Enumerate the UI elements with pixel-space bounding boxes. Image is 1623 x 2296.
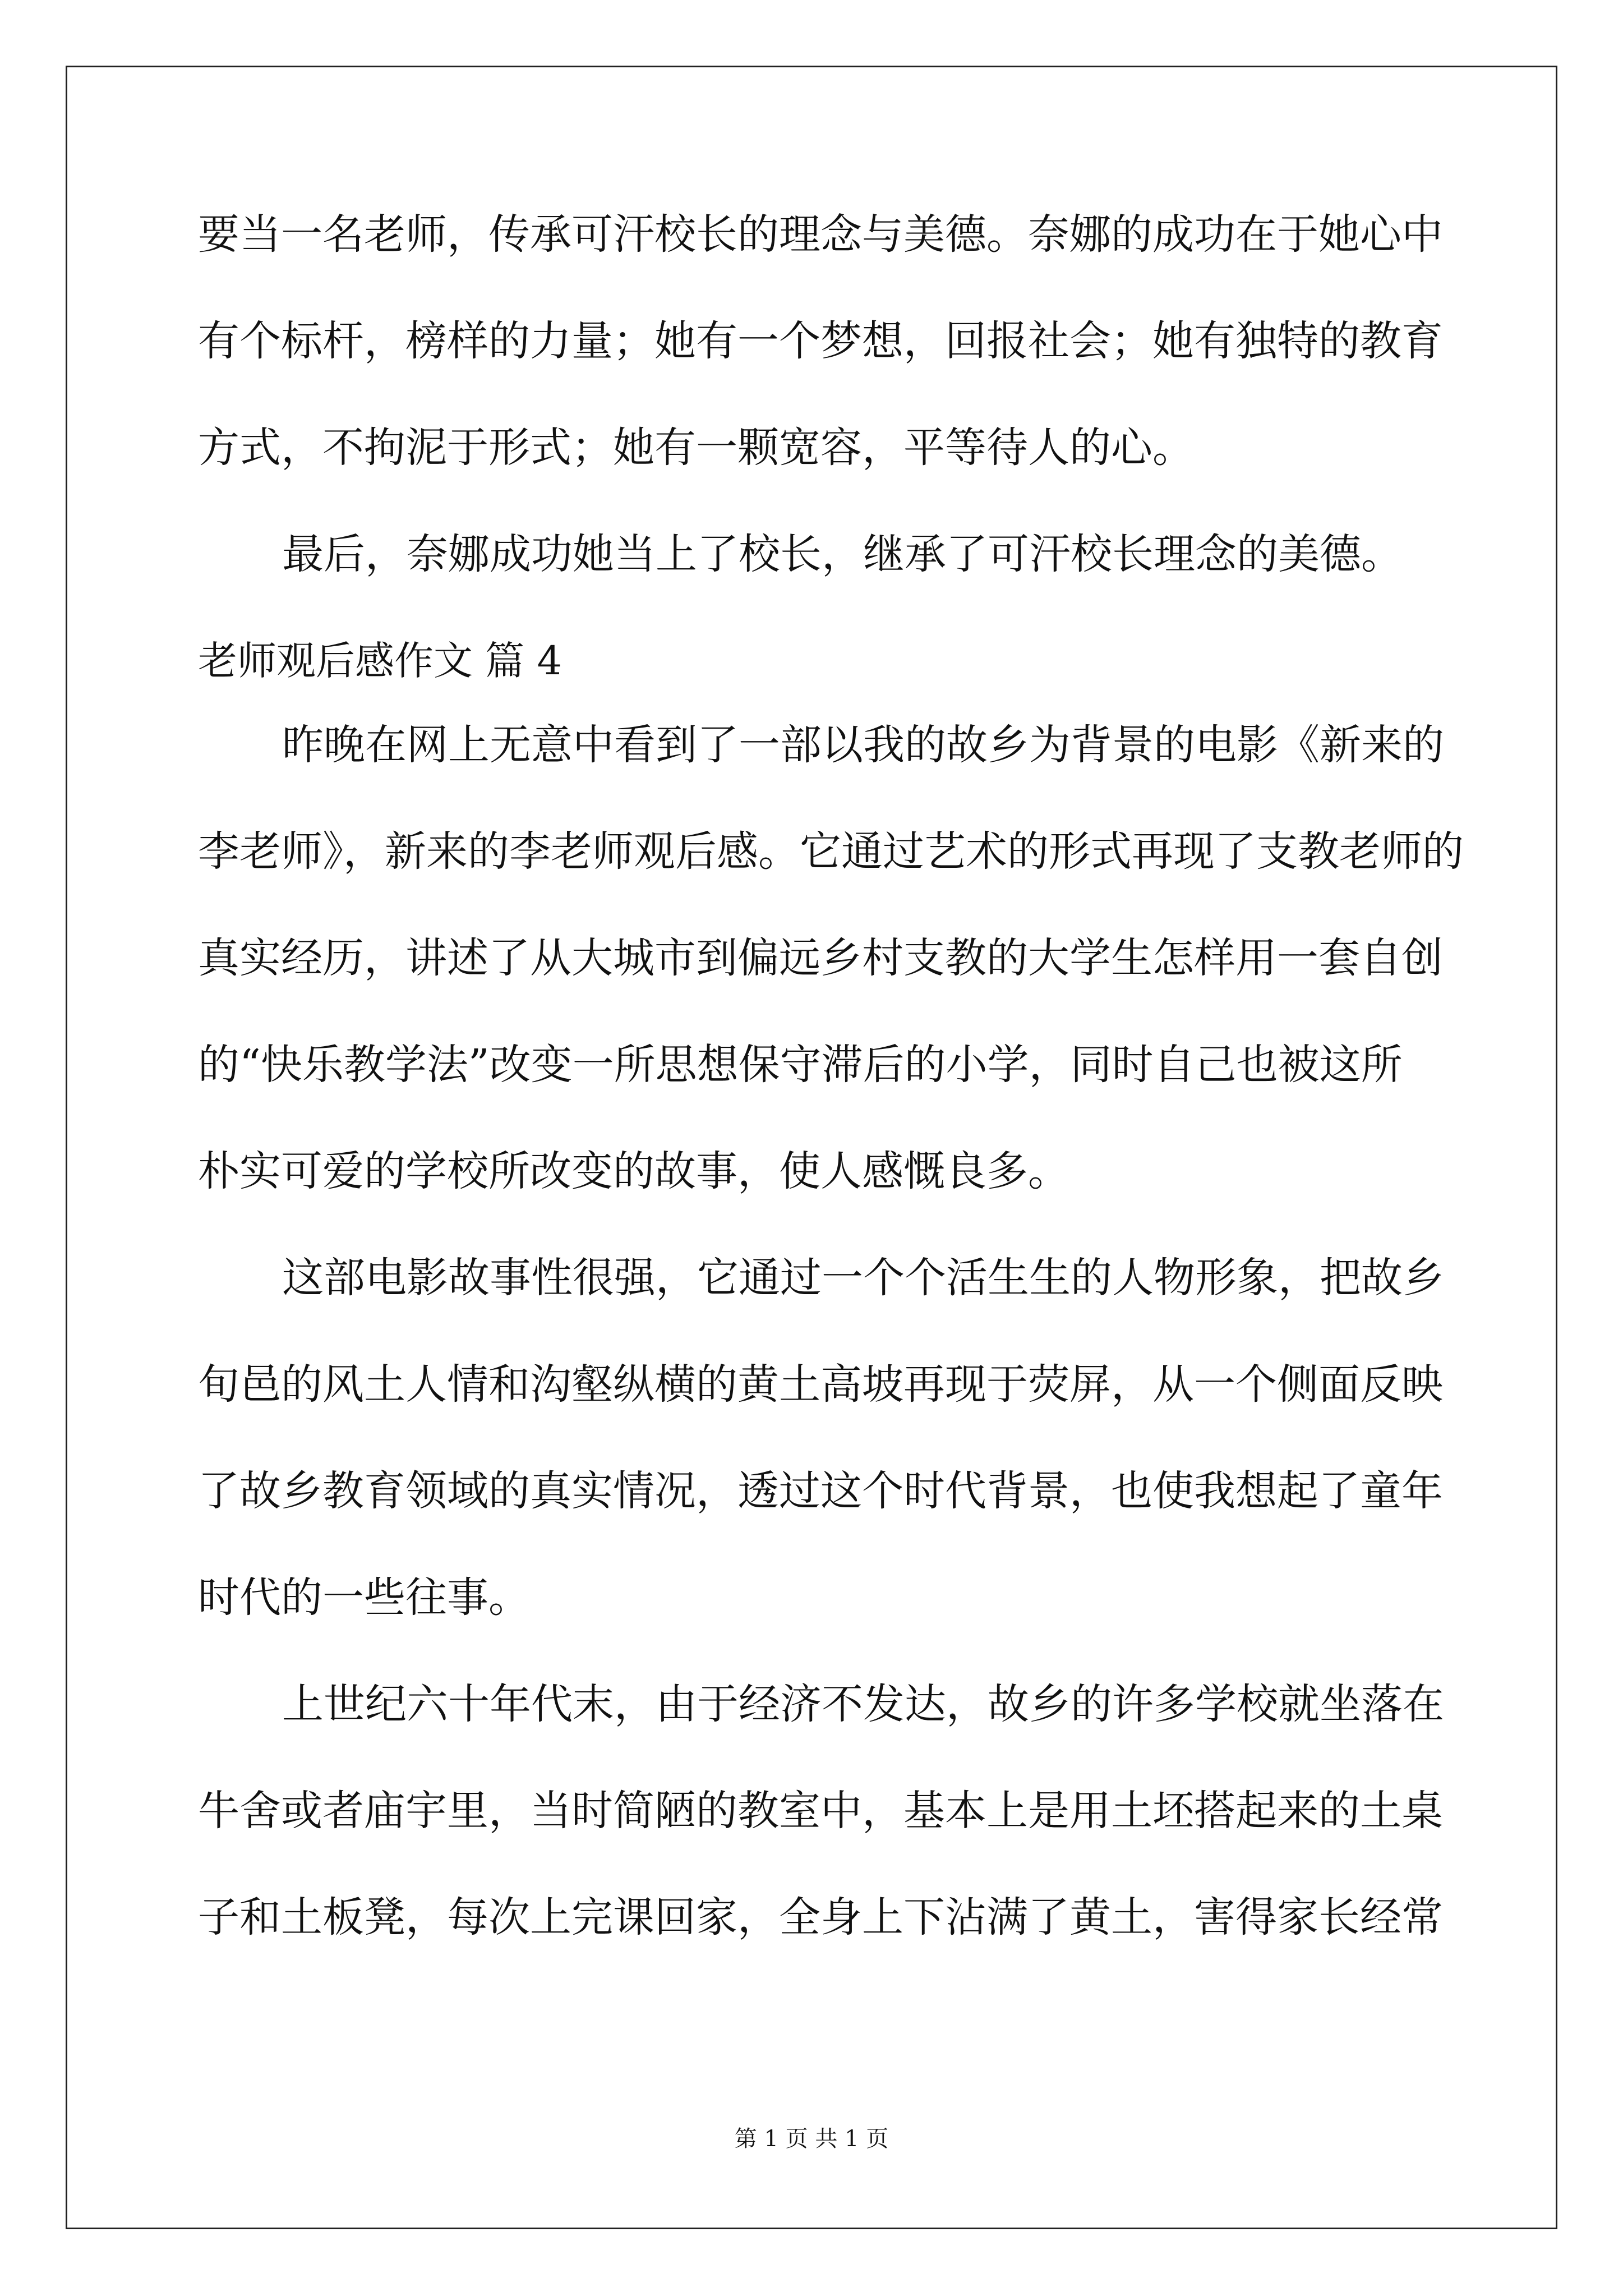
text-line: 的“快乐教学法”改变一所思想保守滞后的小学，同时自己也被这所	[198, 1041, 1403, 1089]
text-line: 方式，不拘泥于形式；她有一颗宽容，平等待人的心。	[198, 424, 1194, 472]
document-body	[198, 202, 1464, 1991]
paragraph-first-line: 这部电影故事性很强，它通过一个个活生生的人物形象，把故乡	[282, 1254, 1444, 1302]
text-line: 旬邑的风土人情和沟壑纵横的黄土高坡再现于荧屏，从一个侧面反映	[198, 1360, 1443, 1409]
paragraph-first-line: 上世纪六十年代末，由于经济不发达，故乡的许多学校就坐落在	[282, 1680, 1444, 1728]
section-heading: 老师观后感作文 篇 4	[198, 638, 562, 684]
text-line: 真实经历，讲述了从大城市到偏远乡村支教的大学生怎样用一套自创	[198, 934, 1443, 982]
text-line: 李老师》，新来的李老师观后感。它通过艺术的形式再现了支教老师的	[198, 827, 1464, 876]
page-number: 第 1 页 共 1 页	[734, 2126, 889, 2152]
text-line: 子和土板凳，每次上完课回家，全身上下沾满了黄土，害得家长经常	[198, 1893, 1443, 1941]
text-line: 了故乡教育领域的真实情况，透过这个时代背景，也使我想起了童年	[198, 1467, 1443, 1515]
text-line: 有个标杆，榜样的力量；她有一个梦想，回报社会；她有独特的教育	[198, 317, 1443, 365]
paragraph-first-line: 昨晚在网上无意中看到了一部以我的故乡为背景的电影《新来的	[282, 721, 1444, 769]
text-line: 要当一名老师，传承可汗校长的理念与美德。奈娜的成功在于她心中	[198, 210, 1443, 259]
text-line: 牛舍或者庙宇里，当时简陋的教室中，基本上是用土坯搭起来的土桌	[198, 1787, 1443, 1835]
text-line: 时代的一些往事。	[198, 1573, 530, 1622]
paragraph-first-line: 最后，奈娜成功她当上了校长，继承了可汗校长理念的美德。	[282, 530, 1403, 578]
text-line: 朴实可爱的学校所改变的故事，使人感慨良多。	[198, 1147, 1069, 1195]
